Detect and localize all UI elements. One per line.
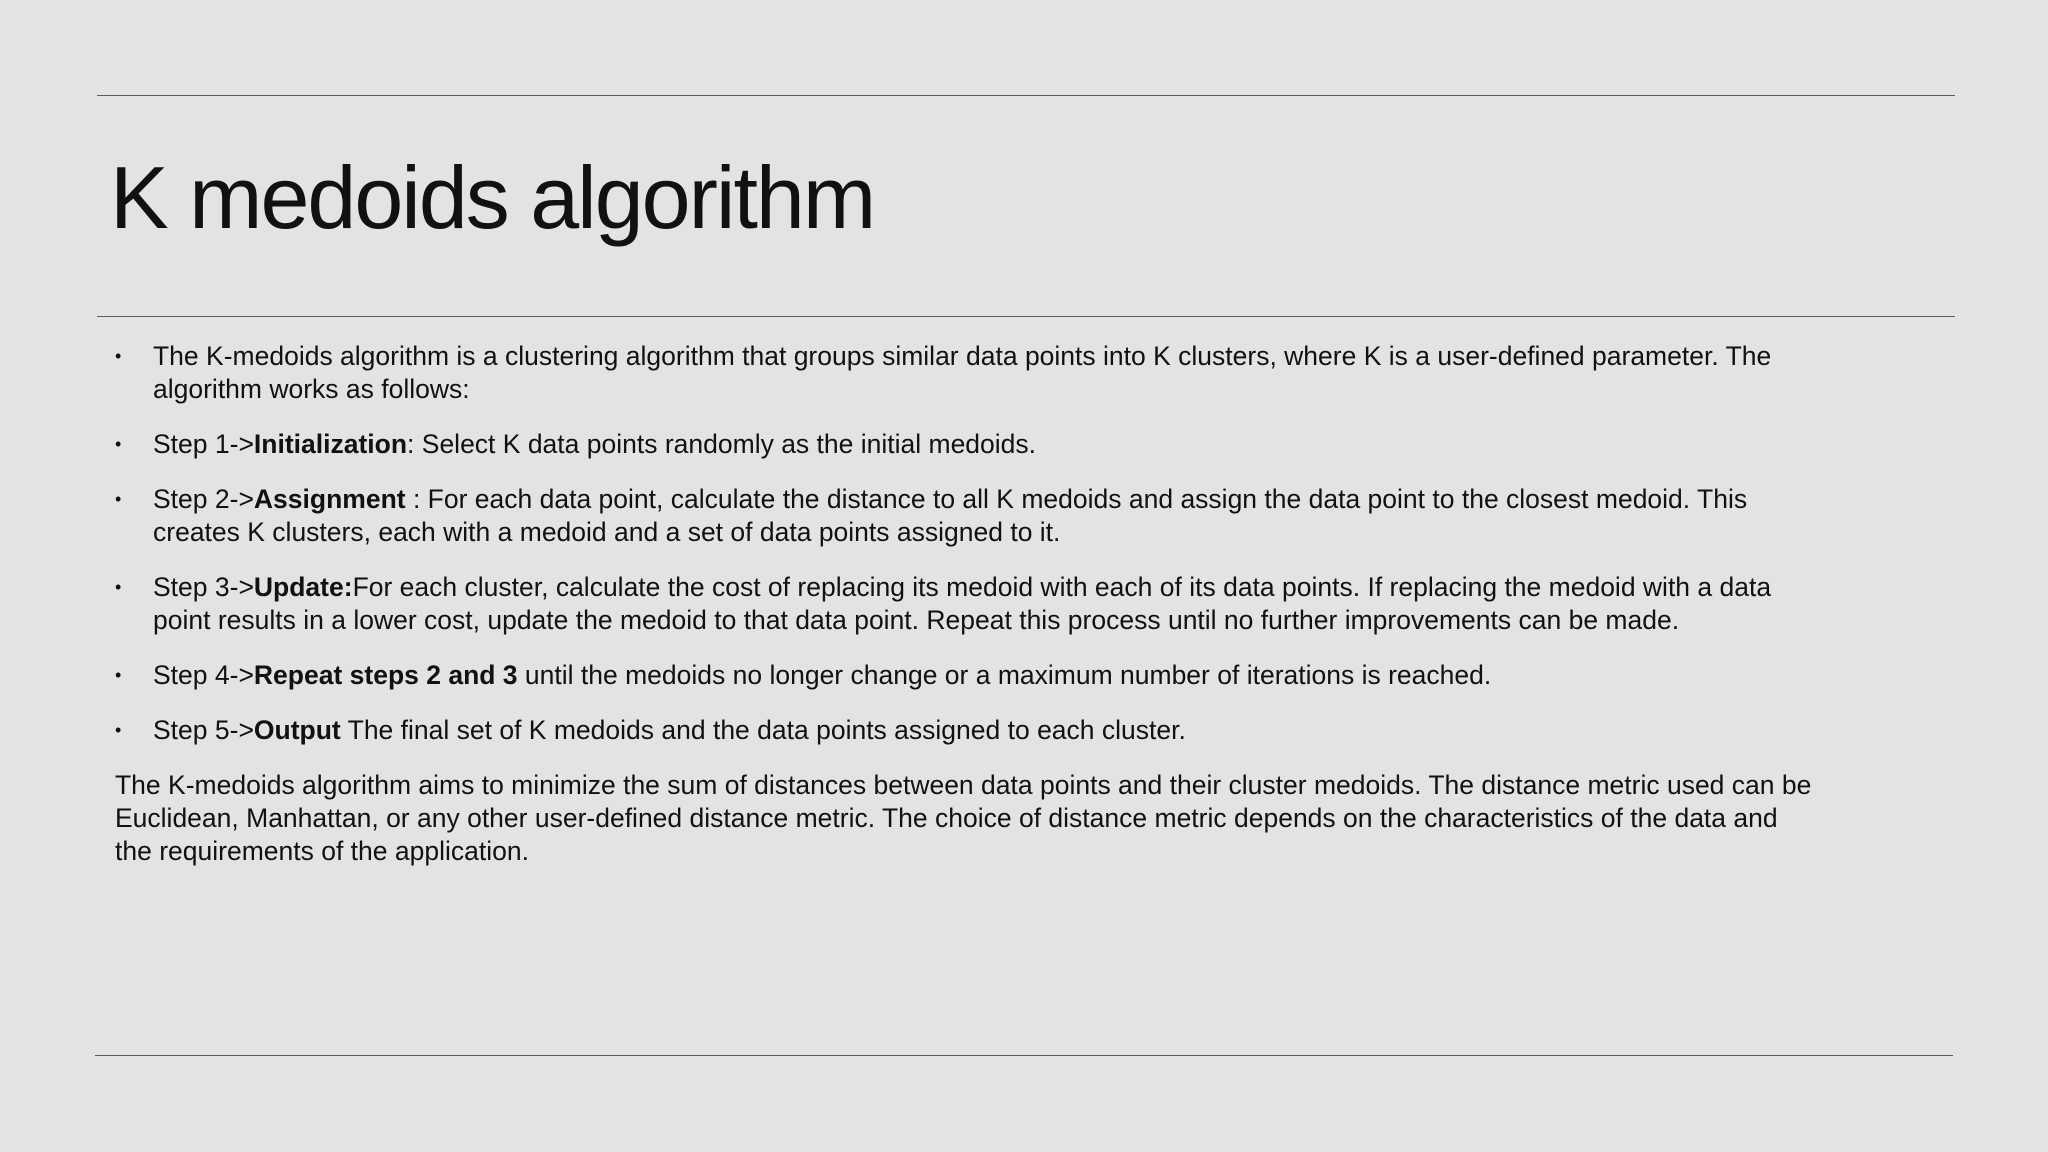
bullet-keyword: Update: xyxy=(253,572,353,602)
bullet-dot-icon: • xyxy=(115,665,122,685)
bullet-prefix: Step 2-> xyxy=(153,484,254,514)
bullet-dot-icon: • xyxy=(115,346,122,366)
bottom-divider xyxy=(95,1055,1953,1056)
slide-body xyxy=(115,340,1815,868)
bullet-keyword: Initialization xyxy=(253,429,408,459)
bullet-item-step-2 xyxy=(115,483,1815,549)
bullet-item-step-5 xyxy=(115,714,1815,747)
bullet-text: : Select K data points randomly as the initial medoids. xyxy=(407,429,1037,459)
bullet-keyword: Repeat steps 2 and 3 xyxy=(253,660,518,690)
bullet-text: until the medoids no longer change or a maximum number of iterations is reached. xyxy=(517,660,1492,690)
bullet-dot-icon: • xyxy=(115,577,122,597)
bullet-item-intro xyxy=(115,340,1815,406)
bullet-list xyxy=(115,340,1815,747)
slide-title: K medoids algorithm xyxy=(110,148,875,247)
bullet-text: The final set of K medoids and the data points assigned to each cluster. xyxy=(340,715,1186,745)
bullet-prefix: Step 5-> xyxy=(153,715,254,745)
bullet-dot-icon: • xyxy=(115,489,122,509)
bullet-keyword: Output xyxy=(253,715,341,745)
bullet-item-step-3 xyxy=(115,571,1815,637)
bullet-text: The K-medoids algorithm is a clustering algorithm that groups similar data points into K clusters, where K is a user-defined parameter. The algorithm works as follows: xyxy=(153,341,1772,404)
bullet-prefix: Step 4-> xyxy=(153,660,254,690)
bullet-prefix: Step 1-> xyxy=(153,429,254,459)
bullet-dot-icon: • xyxy=(115,434,122,454)
top-divider xyxy=(97,95,1955,96)
bullet-item-step-4 xyxy=(115,659,1815,692)
bullet-dot-icon: • xyxy=(115,720,122,740)
bullet-text: For each cluster, calculate the cost of replacing its medoid with each of its data points. If replacing the medoid with a data point results in a lower cost, update the medoid to that data point. Repeat this process until no further improvements can be made. xyxy=(153,572,1772,635)
bullet-item-step-1 xyxy=(115,428,1815,461)
bullet-prefix: Step 3-> xyxy=(153,572,254,602)
bullet-text: : For each data point, calculate the distance to all K medoids and assign the data point to the closest medoid. This creates K clusters, each with a medoid and a set of data points assigned to it. xyxy=(153,484,1748,547)
closing-paragraph: The K-medoids algorithm aims to minimize the sum of distances between data points and their cluster medoids. The distance metric used can be Euclidean, Manhattan, or any other user-defined distance metric. The choice of distance metric depends on the characteristics of the data and the requirements of the application. xyxy=(115,770,1812,866)
title-divider xyxy=(97,316,1955,317)
bullet-keyword: Assignment xyxy=(253,484,406,514)
